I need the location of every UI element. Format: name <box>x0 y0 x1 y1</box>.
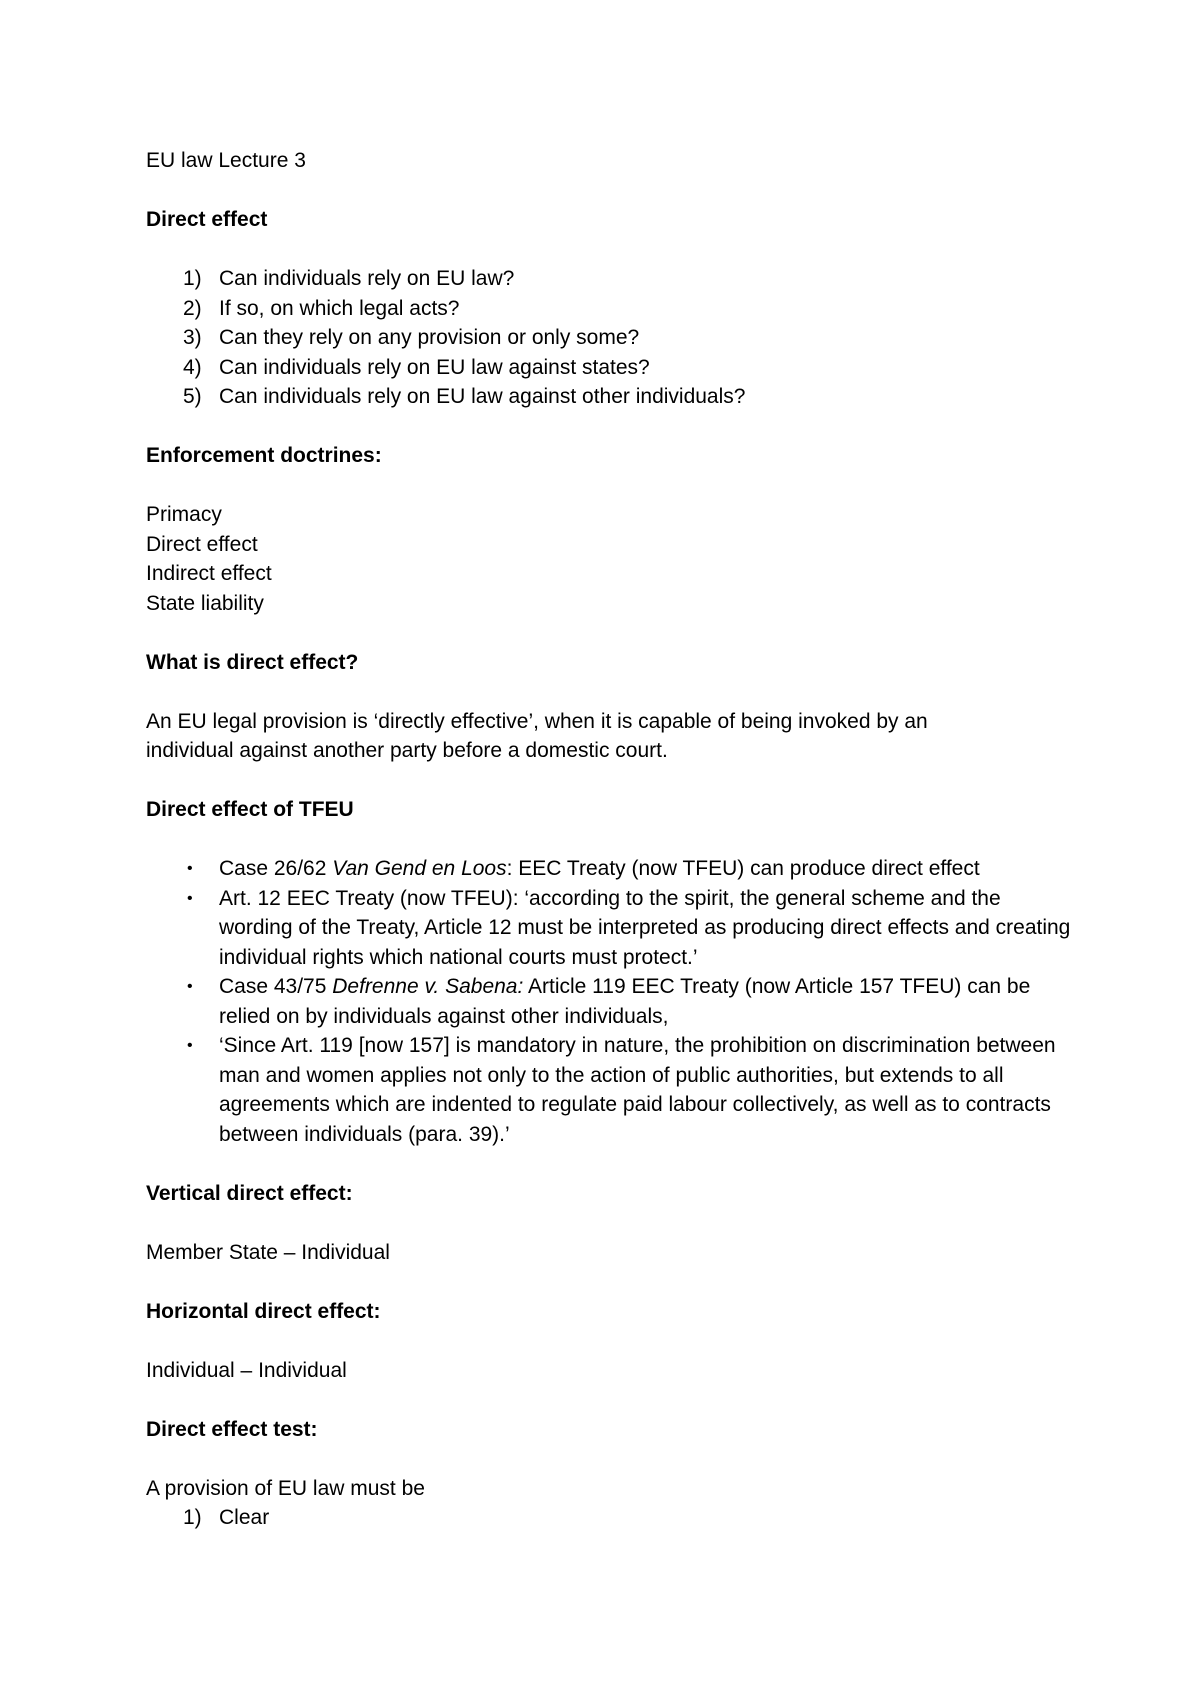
bullet-icon: • <box>187 889 193 907</box>
document-title: EU law Lecture 3 <box>146 149 306 172</box>
spacer <box>146 766 1076 796</box>
spacer <box>146 1267 1076 1297</box>
list-item <box>146 972 1076 1031</box>
list-item-text: If so, on which legal acts? <box>219 296 460 320</box>
list-item <box>146 884 1076 973</box>
text-segment: Case 26/62 <box>219 857 333 880</box>
test-heading: Direct effect test: <box>146 1417 318 1441</box>
text-segment: ‘Since Art. 119 [now 157] is mandatory in nature, the prohibition on discrimination between man and women applies not only to the action of public authorities, but extends to all agreements which are indented to regulate paid labour collectively, as well as to contracts between individuals (para. 39).’ <box>219 1034 1056 1146</box>
list-item <box>146 382 1076 412</box>
test-intro: A provision of EU law must be <box>146 1476 425 1500</box>
text-segment: : EEC Treaty (now TFEU) can produce direct effect <box>506 857 980 880</box>
spacer <box>146 677 1076 707</box>
list-item-text: Can individuals rely on EU law against other individuals? <box>219 385 746 408</box>
text-segment: Art. 12 EEC Treaty (now TFEU): ‘according to the spirit, the general scheme and the wording of the Treaty, Article 12 must be interpreted as producing direct effects and creating individual rights which national courts must protect.’ <box>219 886 1071 969</box>
questions-list <box>146 264 1076 412</box>
list-item <box>146 1031 1076 1149</box>
tfeu-bullet-list <box>146 854 1076 1149</box>
case-name: Van Gend en Loos <box>332 857 507 880</box>
list-item-text: Can they rely on any provision or only some? <box>219 326 640 349</box>
document-page <box>146 146 1076 1533</box>
doctrine-item: Direct effect <box>146 532 258 556</box>
list-item-text: Clear <box>219 1506 270 1529</box>
direct-effect-heading: Direct effect <box>146 208 268 231</box>
spacer <box>146 1385 1076 1415</box>
vertical-text: Member State – Individual <box>146 1240 390 1264</box>
spacer <box>146 1208 1076 1238</box>
doctrine-item: State liability <box>146 591 264 615</box>
list-item <box>146 854 1076 884</box>
text-segment: Article 119 EEC Treaty (now Article 157 TFEU) can be relied on by individuals against other individuals, <box>219 975 1031 1028</box>
case-name: Defrenne v. Sabena: <box>332 975 524 998</box>
spacer <box>146 471 1076 501</box>
spacer <box>146 176 1076 206</box>
list-item-text: Can individuals rely on EU law against states? <box>219 355 650 379</box>
doctrine-item: Indirect effect <box>146 562 272 585</box>
spacer <box>146 1149 1076 1179</box>
list-item-text: Can individuals rely on EU law? <box>219 267 515 290</box>
what-is-heading: What is direct effect? <box>146 650 359 674</box>
spacer <box>146 235 1076 265</box>
list-item-text <box>219 1031 1079 1149</box>
spacer <box>146 1326 1076 1356</box>
list-item-text <box>219 884 1079 973</box>
spacer <box>146 618 1076 648</box>
list-item <box>146 353 1076 383</box>
bullet-icon: • <box>187 860 193 877</box>
list-number: 1) <box>183 267 202 290</box>
list-number: 5) <box>183 385 202 408</box>
text-segment: Case 43/75 <box>219 975 333 998</box>
list-item <box>146 323 1076 353</box>
enforcement-heading: Enforcement doctrines: <box>146 444 382 467</box>
spacer <box>146 1444 1076 1474</box>
horizontal-heading: Horizontal direct effect: <box>146 1299 381 1323</box>
bullet-icon: • <box>187 1037 193 1054</box>
list-number: 2) <box>183 296 202 320</box>
test-list <box>146 1503 1076 1533</box>
vertical-heading: Vertical direct effect: <box>146 1181 353 1205</box>
definition-paragraph: An EU legal provision is ‘directly effective’, when it is capable of being invoked by an individual against another party before a domestic court. <box>146 709 928 762</box>
list-number: 3) <box>183 326 202 349</box>
list-item-text <box>219 854 1079 884</box>
tfeu-heading: Direct effect of TFEU <box>146 798 354 821</box>
bullet-icon: • <box>187 978 193 995</box>
spacer <box>146 825 1076 855</box>
list-number: 1) <box>183 1506 202 1529</box>
list-item <box>146 1503 1076 1533</box>
doctrine-item: Primacy <box>146 503 222 526</box>
list-item-text <box>219 972 1079 1031</box>
list-number: 4) <box>183 355 202 379</box>
list-item <box>146 264 1076 294</box>
horizontal-text: Individual – Individual <box>146 1358 347 1382</box>
spacer <box>146 412 1076 442</box>
list-item <box>146 294 1076 324</box>
